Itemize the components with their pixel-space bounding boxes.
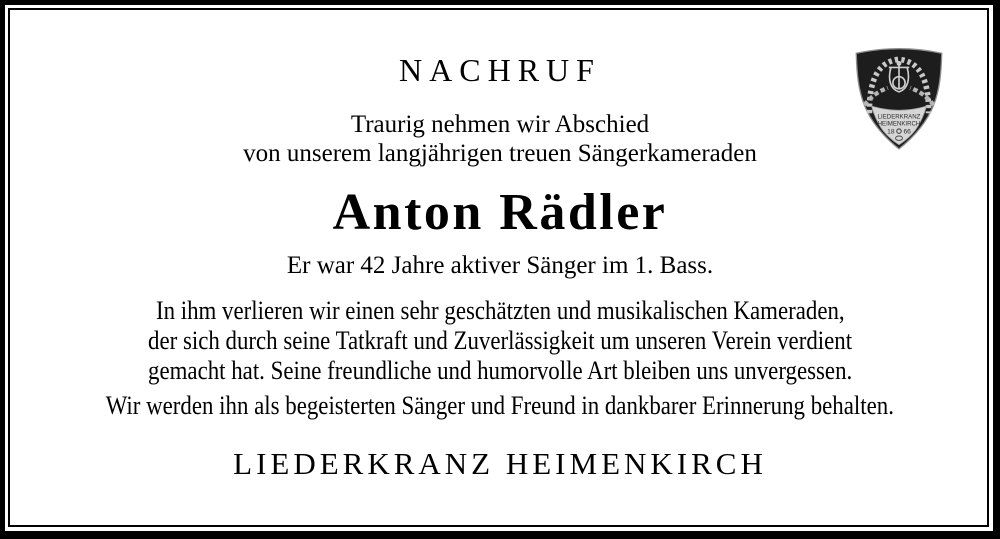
signature-club-name: LIEDERKRANZ HEIMENKIRCH: [233, 446, 767, 481]
intro-line-2: von unserem langjährigen treuen Sängerkameraden: [243, 140, 757, 167]
tribute-paragraph: [0, 296, 1000, 386]
club-crest-emblem: [846, 40, 952, 154]
tribute-line-3: gemacht hat. Seine freundliche und humorvolle Art bleiben uns unvergessen.: [147, 356, 853, 385]
emblem-year-left: 18: [887, 128, 895, 136]
service-line: Er war 42 Jahre aktiver Sänger im 1. Bass.: [286, 252, 714, 279]
deceased-name: Anton Rädler: [332, 184, 668, 241]
intro-line-1: Traurig nehmen wir Abschied: [350, 111, 650, 138]
notice-title: NACHRUF: [399, 52, 601, 88]
emblem-year-right: 66: [903, 128, 911, 136]
emblem-town-name: HEIMENKIRCH: [877, 120, 921, 128]
closing-line: Wir werden ihn als begeisterten Sänger und Freund in dankbarer Erinnerung behalten.: [105, 391, 895, 420]
tribute-line-1: In ihm verlieren wir einen sehr geschätzten und musikalischen Kameraden,: [155, 296, 845, 325]
tribute-line-2: der sich durch seine Tatkraft und Zuverlässigkeit um unseren Verein verdient: [147, 326, 853, 355]
emblem-club-name: LIEDERKRANZ: [877, 113, 921, 121]
